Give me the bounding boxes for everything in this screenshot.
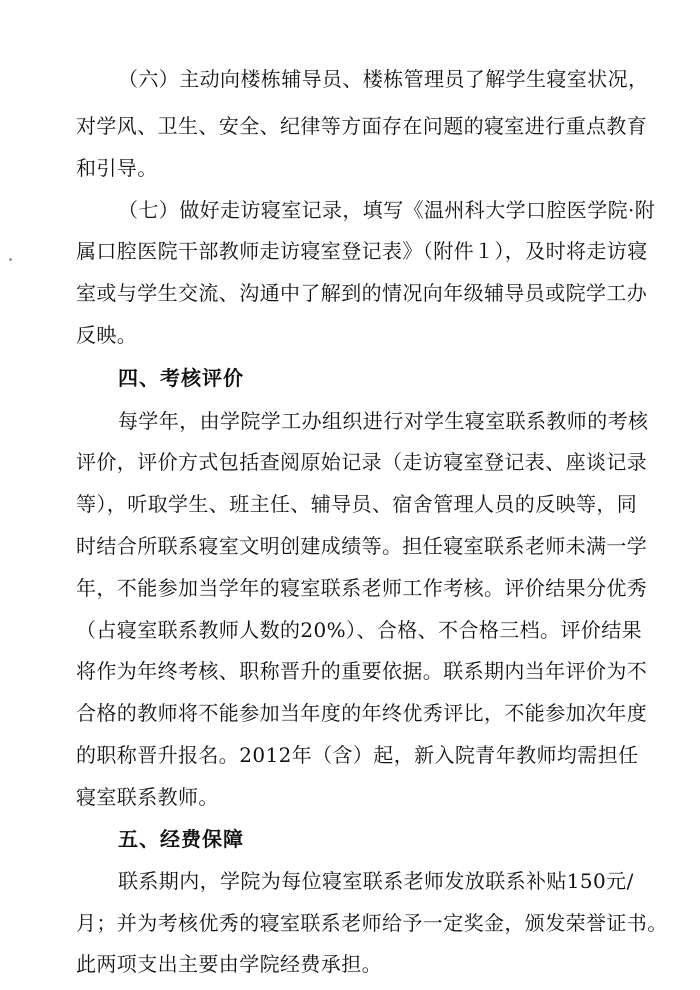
- section-4-line-4: 时结合所联系寝室文明创建成绩等。担任寝室联系老师未满一学: [76, 534, 648, 558]
- section-4-line-7: 将作为年终考核、职称晋升的重要依据。联系期内当年评价为不: [76, 659, 648, 683]
- paragraph-6-line-3: 和引导。: [76, 156, 158, 180]
- section-4-line-2: 评价，评价方式包括查阅原始记录（走访寝室登记表、座谈记录: [76, 450, 648, 474]
- section-4-line-5: 年，不能参加当学年的寝室联系老师工作考核。评价结果分优秀: [76, 576, 648, 600]
- section-4-line-10: 寝室联系教师。: [76, 785, 219, 809]
- paragraph-7-line-4: 反映。: [76, 323, 138, 347]
- scan-mark: [9, 258, 12, 261]
- section-5-heading: 五、经费保障: [118, 827, 244, 851]
- section-4-line-8: 合格的教师将不能参加当年度的年终优秀评比，不能参加次年度: [76, 701, 648, 725]
- section-4-line-9: 的职称晋升报名。2012年（含）起，新入院青年教师均需担任: [76, 743, 639, 767]
- section-5-line-1: 联系期内，学院为每位寝室联系老师发放联系补贴150元/: [118, 869, 634, 893]
- section-4-heading: 四、考核评价: [118, 366, 244, 390]
- section-4-line-1: 每学年，由学院学工办组织进行对学生寝室联系教师的考核: [118, 409, 649, 433]
- section-4-line-3: 等），听取学生、班主任、辅导员、宿舍管理人员的反映等，同: [76, 492, 638, 516]
- paragraph-7-line-1: （七）做好走访寝室记录，填写《温州科大学口腔医学院·附: [118, 198, 656, 222]
- paragraph-6-line-2: 对学风、卫生、安全、纪律等方面存在问题的寝室进行重点教育: [76, 114, 648, 138]
- section-4-line-6: （占寝室联系教师人数的20%）、合格、不合格三档。评价结果: [76, 618, 643, 642]
- paragraph-7-line-2: 属口腔医院干部教师走访寝室登记表》（附件１），及时将走访寝: [76, 239, 648, 263]
- section-5-line-2: 月；并为考核优秀的寝室联系老师给予一定奖金，颁发荣誉证书。: [76, 911, 668, 935]
- paragraph-6-line-1: （六）主动向楼栋辅导员、楼栋管理员了解学生寝室状况，: [118, 67, 649, 91]
- section-5-line-3: 此两项支出主要由学院经费承担。: [76, 952, 382, 976]
- paragraph-7-line-3: 室或与学生交流、沟通中了解到的情况向年级辅导员或院学工办: [76, 281, 648, 305]
